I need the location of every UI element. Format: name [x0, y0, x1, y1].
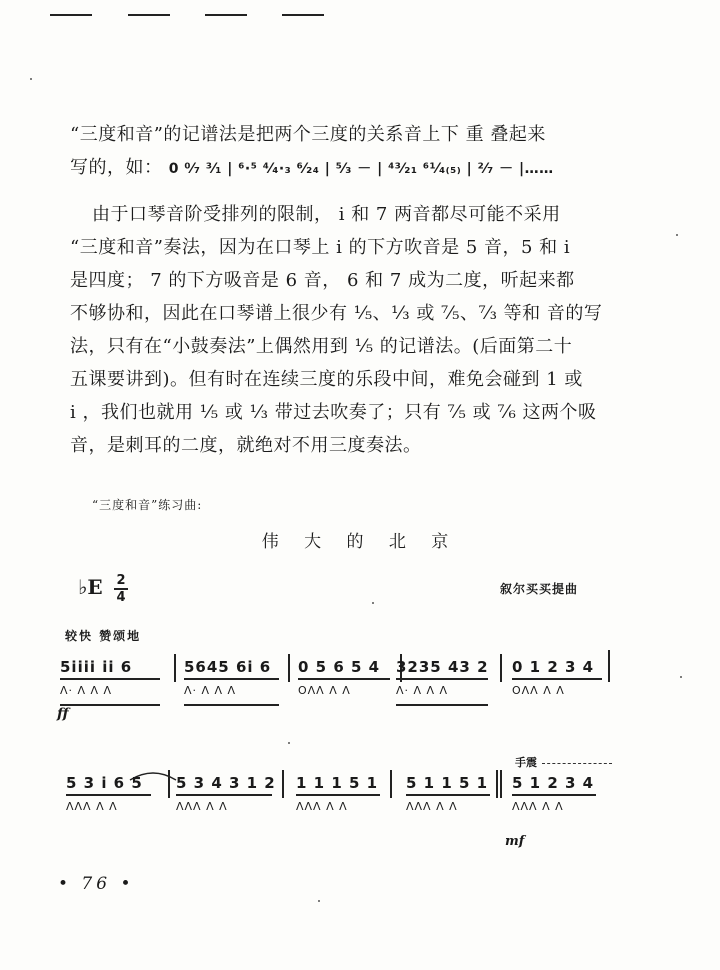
- time-sig-top: 2: [116, 573, 126, 588]
- page-number: • 76 •: [58, 874, 135, 894]
- breath-marks: Λ· Λ Λ Λ: [60, 684, 113, 697]
- breath-marks: Λ· Λ Λ Λ: [184, 684, 237, 697]
- hand-vibrato-extension: [542, 763, 612, 764]
- time-sig-bottom: 4: [116, 589, 126, 605]
- breath-marks: ΛΛΛ Λ Λ: [512, 800, 564, 813]
- breath-marks: ΛΛΛ Λ Λ: [66, 800, 118, 813]
- paragraph2-line-2: “三度和音”奏法，因为在口琴上 i 的下方吹音是 5 音，5 和 i: [70, 237, 571, 258]
- paragraph2-line-5: 法，只有在“小鼓奏法”上偶然用到 ¹⁄₅ 的记谱法。(后面第二十: [70, 336, 573, 357]
- measure-notes: 5 3 i 6 5: [66, 774, 143, 792]
- measure-notes: 5 1 1 5 1: [406, 774, 489, 792]
- breath-marks: OΛΛ Λ Λ: [298, 684, 351, 697]
- measure-notes: 0 5 6 5 4: [298, 658, 381, 676]
- paragraph2-line-7: i ，我们也就用 ¹⁄₅ 或 ¹⁄₃ 带过去吹奏了；只有 ⁷⁄₅ 或 ⁷⁄₆ 这两个吸: [70, 402, 597, 423]
- staff-line-1: [60, 654, 620, 714]
- exercise-caption: “三度和音”练习曲:: [92, 498, 203, 512]
- paragraph2-line-4: 不够协和，因此在口琴谱上很少有 ¹⁄₅、¹⁄₃ 或 ⁷⁄₅、⁷⁄₃ 等和 音的写: [70, 303, 603, 324]
- measure-notes: 1 1 1 5 1: [296, 774, 379, 792]
- measure-notes: 0 1 2 3 4: [512, 658, 595, 676]
- dynamic-ff: ff: [57, 706, 69, 722]
- paragraph1-line-a: “三度和音”的记谱法是把两个三度的关系音上下 重 叠起来: [70, 124, 546, 145]
- measure-notes: 5 1 2 3 4: [512, 774, 595, 792]
- measure-notes: 5645 6i 6: [184, 658, 272, 676]
- paragraph2-line-3: 是四度； 7 的下方吸音是 6 音， 6 和 7 成为二度，听起来都: [70, 270, 575, 291]
- breath-marks: ΛΛΛ Λ Λ: [296, 800, 348, 813]
- breath-marks: ΛΛΛ Λ Λ: [176, 800, 228, 813]
- paragraph-harmonica-limits: [70, 198, 640, 462]
- composer-credit: 叙尔买买提曲: [500, 582, 579, 596]
- hand-vibrato-mark: 手震: [515, 756, 537, 769]
- dynamic-mf: mf: [505, 834, 525, 849]
- paragraph1-line-b: 写的，如：: [70, 157, 163, 178]
- notation-example: 0 ⁰⁄₇ ³⁄₁ | ⁶·⁵ ⁴⁄₄·₃ ⁶⁄₂₄ | ⁵⁄₃ － | ⁴³⁄₂₁ ⁶¹⁄₄₍₅₎ | ²⁄₇ － |……: [168, 161, 554, 177]
- measure-notes: 5 3 4 3 1 2: [176, 774, 276, 792]
- paragraph2-line-1: 由于口琴音阶受排列的限制， i 和 7 两音都尽可能不采用: [92, 204, 561, 225]
- tempo-marking: 较快 赞颂地: [65, 629, 142, 643]
- paragraph2-line-6: 五课要讲到)。但有时在连续三度的乐段中间，难免会碰到 1 或: [70, 369, 583, 390]
- song-title: 伟 大 的 北 京: [261, 532, 459, 552]
- breath-marks: Λ· Λ Λ Λ: [396, 684, 449, 697]
- paragraph2-line-8: 音，是刺耳的二度，就绝对不用三度奏法。: [70, 435, 422, 456]
- time-signature: [114, 574, 128, 604]
- paragraph-notation-intro: [70, 118, 640, 186]
- breath-marks: OΛΛ Λ Λ: [512, 684, 565, 697]
- header-rules: [50, 14, 340, 18]
- measure-notes: 3235 43 2: [396, 658, 489, 676]
- breath-marks: ΛΛΛ Λ Λ: [406, 800, 458, 813]
- measure-notes: 5iiii ii 6: [60, 658, 133, 676]
- key-signature: ♭E: [78, 575, 103, 599]
- staff-line-2: [60, 770, 620, 830]
